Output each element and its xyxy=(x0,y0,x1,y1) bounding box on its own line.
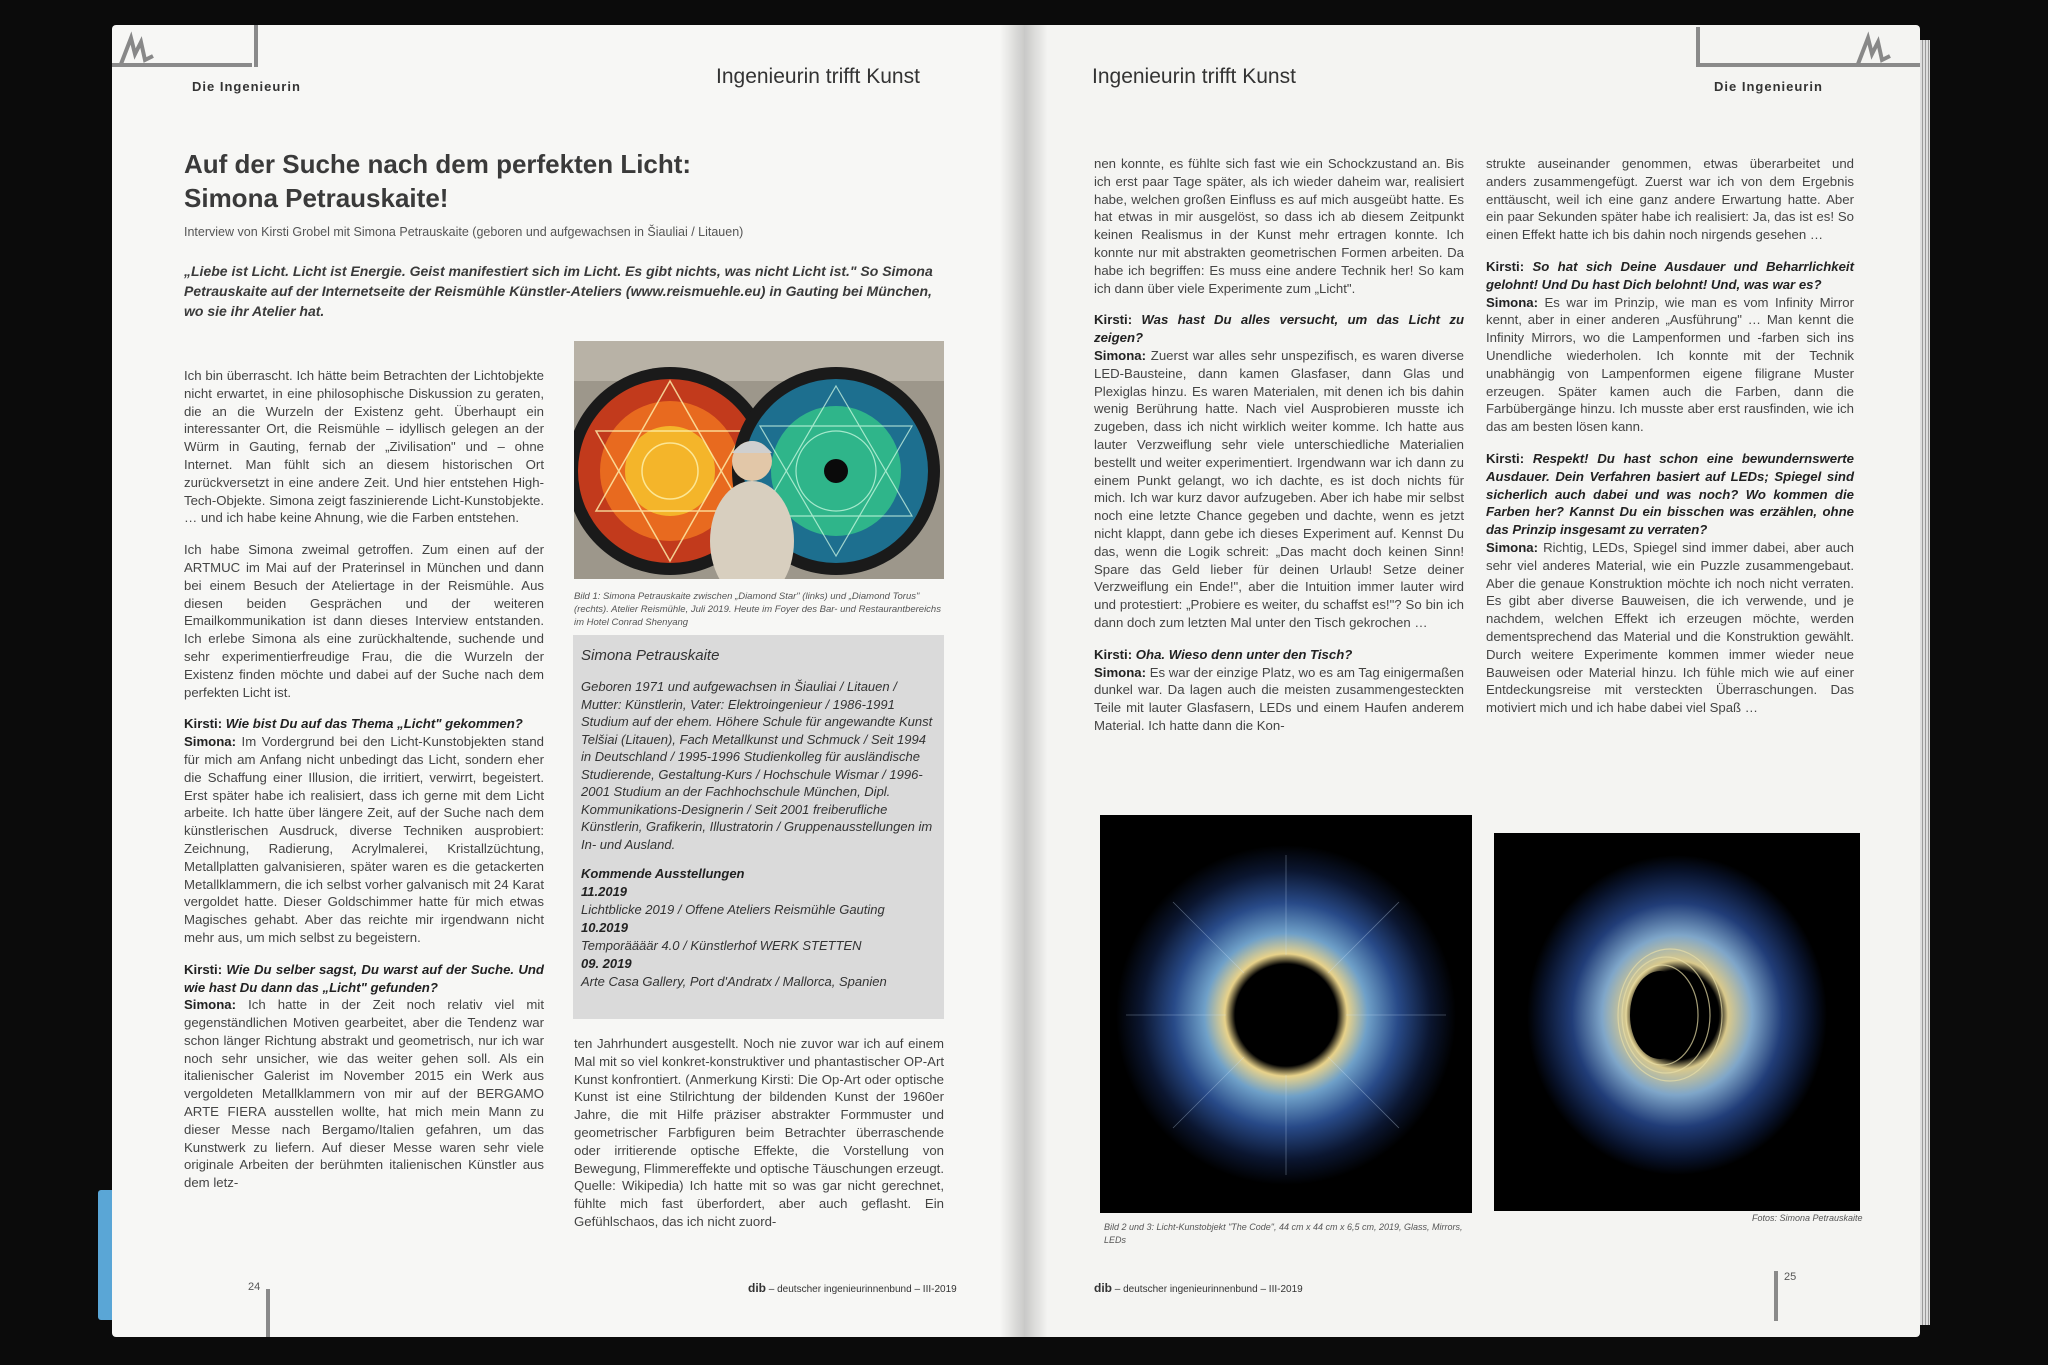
answer xyxy=(184,733,544,947)
exhibition-date: 11.2019 xyxy=(581,884,628,899)
artwork-eye-illustration xyxy=(1100,815,1472,1213)
question-text: Respekt! Du hast schon eine bewundernswerte Ausdauer. Dein Verfahren basiert auf LEDs; Spiegel sind sicherlich auch dabei und was noch? Wo kommen die Farben her? Kannst Du ein bisschen was erzählen, ohne das Prinzip insgesamt zu verraten? xyxy=(1486,450,1854,538)
answer-text: Zuerst war alles sehr unspezifisch, es waren diverse LED-Bausteine, dann kamen Glasfaser, dann Glas und Plexiglas hinzu. Es waren Materialen, mit denen ich bis dahin wenig Berührung hatte. Nach viel Ausprobieren musste ich zugeben, dass ich nicht wirklich weiter komme. Ich hatte aus lauter Verzweiflung sehr viele unterschiedliche Materialien bestellt und weiter experimentiert. Irgendwann war ich dann zu einem Punkt gelangt, wo ich dachte, es ist doch nichts für mich. Ich war kurz davor aufzugeben. Aber ich habe mir selbst noch eine letzte Chance gegeben und dachte, wenn es jetzt nicht klappt, dann gebe ich dieses Experiment auf. Kennst Du das, wenn die Logik schreit: „Das macht doch keinen Sinn! Spare das Geld lieber für deinen Urlaub! Setze deiner Verzweiflung ein Ende!", aber die Intuition immer lauter wird und protestiert: „Probiere es weiter, du schaffst es!"? So bin ich dann doch zum letzten Mal unter den Tisch gekrochen … xyxy=(1094,347,1464,630)
footer xyxy=(748,1281,957,1295)
question-text: So hat sich Deine Ausdauer und Beharrlichkeit gelohnt! Und Du hast Dich belohnt! Und, was war es? xyxy=(1486,258,1854,292)
page-edge-stack xyxy=(1920,40,1930,1325)
artwork-tunnel-illustration xyxy=(1494,833,1860,1211)
speaker-label: Simona: xyxy=(1486,294,1539,310)
header-rule-vertical xyxy=(1696,27,1700,67)
footer-rule xyxy=(266,1289,270,1337)
paragraph: ten Jahrhundert ausgestellt. Noch nie zuvor war ich auf einem Mal mit so viel konkret-konstruktiver und phantastischer OP-Art Kunst konfrontiert. (Anmerkung Kirsti: Die Op-Art oder optische Kunst ist eine Stilrichtung der bildenden Kunst der 1960er Jahre, die mit Hilfe präziser abstrakter Formmuster und geometrischer Farbfiguren beim Betrachter überraschende oder irritierende optische Effekte, die Vorstellung von Bewegung, Flimmereffekte und optische Täuschungen erzeugt. Quelle: Wikipedia) Ich hatte mit so was gar nicht gerechnet, fühlte mich fast überfordert, aber auch geflasht. Ein Gefühlschaos, das ich nicht zuord- xyxy=(574,1036,944,1229)
speaker-label: Kirsti: xyxy=(1094,646,1133,662)
paragraph: Ich habe Simona zweimal getroffen. Zum einen auf der ARTMUC im Mai auf der Praterinsel in München und dann bei einem Besuch der Ateliertage in der Reismühle. Aus diesen beiden Gesprächen und der weiteren Emailkommunikation ist dann dieses Interview entstanden. Ich erlebe Simona als eine zurückhaltende, suchende und sehr experimentierfreudige Frau, die die Wurzeln der Existenz finden möchte und dabei auf der Suche nach dem perfekten Licht ist. xyxy=(184,542,544,700)
speaker-label: Simona: xyxy=(1094,664,1147,680)
photo-credit: Fotos: Simona Petrauskaite xyxy=(1752,1213,1863,1223)
headline-line-2: Simona Petrauskaite! xyxy=(184,183,449,213)
answer xyxy=(1094,347,1464,632)
left-page xyxy=(112,25,1024,1337)
question-text: Wie bist Du auf das Thema „Licht" gekommen? xyxy=(225,716,523,732)
answer-text: Es war im Prinzip, wie man es vom Infinity Mirror kennt, aber in einer anderen „Ausführung" … Man kennt die Infinity Mirrors, wo die Lampenformen und -farben sich ins Unendliche wiederholen. Ich konnte mit der Technik unabhängig von Lampenformen eigene filigrane Muster erzeugen. Später kamen auch die Farben, dann die Farbübergänge hinzu. Ich musste aber erst rausfinden, wie ich das am besten lösen kann. xyxy=(1486,294,1854,435)
page-number: 25 xyxy=(1784,1271,1797,1283)
artwork-caption: Bild 2 und 3: Licht-Kunstobjekt "The Code", 44 cm x 44 cm x 6,5 cm, 2019, Glass, Mirrors, LEDs xyxy=(1104,1222,1463,1245)
answer-text: Richtig, LEDs, Spiegel sind immer dabei, aber auch sehr viel anderes Material, wie ein Puzzle zusammengebaut. Aber die genaue Konstruktion möchte ich noch nicht verraten. Es gibt aber diverse Bauweisen, die ich verwende, und je nachdem, welchen Effekt ich erzeugen möchte, werden dementsprechend das Material und die Konstruktion gewählt. Durch weitere Experimente kommen immer wieder neue Bauweisen oder Material hinzu. Ich fühle mich wie auf einer Entdeckungsreise mit versteckten Überraschungen. Das motiviert mich und ich habe dabei viel Spaß … xyxy=(1486,539,1854,716)
speaker-label: Kirsti: xyxy=(1094,312,1133,328)
right-column-1 xyxy=(1094,155,1464,749)
footer-text: – deutscher ingenieurinnenbund – III-2019 xyxy=(766,1284,957,1295)
question xyxy=(184,961,544,997)
left-column-2 xyxy=(574,1035,944,1245)
speaker-label: Simona: xyxy=(1094,347,1147,363)
artist-photo xyxy=(574,341,944,579)
exhibition-text: Arte Casa Gallery, Port d'Andratx / Mallorca, Spanien xyxy=(581,974,887,989)
dib-logo-icon xyxy=(1854,30,1894,70)
question xyxy=(1094,646,1464,664)
question-text: Wie Du selber sagst, Du warst auf der Suche. Und wie hast Du dann das „Licht" gefunden? xyxy=(184,961,544,995)
footer xyxy=(1094,1281,1303,1295)
exhibitions-title: Kommende Ausstellungen xyxy=(581,866,745,881)
speaker-label: Kirsti: xyxy=(184,961,223,977)
question xyxy=(1486,258,1854,294)
answer xyxy=(1486,294,1854,436)
question xyxy=(184,715,544,733)
speaker-label: Kirsti: xyxy=(1486,258,1525,274)
speaker-label: Kirsti: xyxy=(184,716,223,732)
bio-box xyxy=(573,635,944,1019)
question-text: Oha. Wieso denn unter den Tisch? xyxy=(1135,646,1353,662)
bio-title: Simona Petrauskaite xyxy=(581,647,720,664)
bio-body: Geboren 1971 und aufgewachsen in Šiauliai / Litauen / Mutter: Künstlerin, Vater: Elektroingenieur / 1986-1991 Studium auf der ehem. Höhere Schule für angewandte Kunst Telšiai (Litauen), Fach Metallkunst und Schmuck / Seit 1994 in Deutschland / 1995-1996 Studienkolleg für ausländische Studierende, Gestaltung-Kurs / Hochschule Wismar / 1996-2001 Studium an der Fachhochschule München, Dipl. Kommunikations-Designerin / Seit 2001 freiberufliche Künstlerin, Grafikerin, Illustratorin / Gruppenausstellungen im In- und Ausland. xyxy=(581,679,933,852)
answer-text: Im Vordergrund bei den Licht-Kunstobjekten stand für mich am Anfang nicht unbedingt das Licht, sondern eher die Schaffung einer Illusion, die irritiert, verwirrt, begeistert. Erst später habe ich realisiert, dass ich gerne mit dem Licht arbeite. Ich hatte über längere Zeit, auf der Suche nach dem künstlerischen Ausdruck, diverse Techniken ausprobiert: Zeichnung, Radierung, Acrylmalerei, Kristallzüchtung, Metallplatten galvanisieren, später waren es die getackerten Metallklammern, die ich selbst vorher galvanisch mit 24 Karat vergoldet hatte. Dieser Goldschimmer hatte für mich etwas Magisches gehabt. Aber das reichte mir irgendwann nicht mehr aus, um mich selbst zu begeistern. xyxy=(184,734,544,945)
header-rule-vertical xyxy=(254,25,258,67)
answer xyxy=(1094,664,1464,735)
speaker-label: Kirsti: xyxy=(1486,450,1525,466)
section-label: Die Ingenieurin xyxy=(192,79,301,94)
page-edge-tab xyxy=(98,1190,112,1320)
exhibition-text: Lichtblicke 2019 / Offene Ateliers Reismühle Gauting xyxy=(581,902,885,917)
answer-text: Ich hatte in der Zeit noch relativ viel mit gegenständlichen Motiven gearbeitet, aber die Tendenz war schon länger Richtung abstrakt und geometrisch, nur ich war noch sehr unsicher, wie das weiter gehen soll. Als ein italienischer Galerist im November 2015 ein Werk aus vergoldeten Metallklammern von mir auf der BERGAMO ARTE FIERA ausstellen wollte, hat mich mein Mann zu dieser Messe nach Bergamo/Italien gefahren, um das Kunstwerk zu liefern. Auf dieser Messe waren sehr viele originale Arbeiten der berühmten italienischen Künstler aus dem letz- xyxy=(184,997,544,1191)
paragraph: nen konnte, es fühlte sich fast wie ein Schockzustand an. Bis ich erst paar Tage später, als ich wieder daheim war, realisiert habe, welchen großen Einfluss es auf mich ausgeübt hatte. Es hat etwas in mir ausgelöst, so dass ich ab diesem Zeitpunkt keinen Realismus in der Kunst mehr ertragen konnte. Ich konnte nur mit abstrakten geometrischen Formen arbeiten. Da habe ich begriffen: Es muss eine andere Technik her! So kam ich dann über viele Experimente zum „Licht". xyxy=(1094,156,1464,296)
artist-photo-illustration xyxy=(574,341,944,579)
answer-text: Es war der einzige Platz, wo es am Tag einigermaßen dunkel war. Da lagen auch die meisten zusammengesteckten Teile mit lauter Glasfasern, LEDs und einem Haufen anderem Material. Ich hatte dann die Kon- xyxy=(1094,664,1464,733)
left-column-1 xyxy=(184,367,544,1206)
headline-line-1: Auf der Suche nach dem perfekten Licht: xyxy=(184,149,692,179)
photo-caption: Bild 1: Simona Petrauskaite zwischen „Diamond Star" (links) und „Diamond Torus" (rechts). Atelier Reismühle, Juli 2019. Heute im Foyer des Bar- und Restaurantbereichs im Hotel Conrad Shenyang xyxy=(574,591,941,628)
speaker-label: Simona: xyxy=(1486,539,1539,555)
article-lede-quote: „Liebe ist Licht. Licht ist Energie. Geist manifestiert sich im Licht. Es gibt nichts, was nicht Licht ist." So Simona Petrauskaite auf der Internetseite der Reismühle Künstler-Ateliers (www.reismuehle.eu) in Gauting bei München, wo sie ihr Atelier hat. xyxy=(184,263,933,319)
speaker-label: Simona: xyxy=(184,997,237,1013)
exhibition-date: 09. 2019 xyxy=(581,956,632,971)
artwork-image-1 xyxy=(1100,815,1472,1213)
section-label: Die Ingenieurin xyxy=(1714,79,1823,94)
page-number: 24 xyxy=(248,1281,261,1293)
running-title: Ingenieurin trifft Kunst xyxy=(1092,65,1296,88)
question xyxy=(1094,311,1464,347)
header-rule xyxy=(112,63,252,67)
right-page xyxy=(1024,25,1920,1337)
speaker-label: Simona: xyxy=(184,734,237,750)
question xyxy=(1486,450,1854,539)
right-column-2 xyxy=(1486,155,1854,731)
answer xyxy=(1486,539,1854,717)
running-title: Ingenieurin trifft Kunst xyxy=(716,65,920,88)
footer-brand: dib xyxy=(1094,1281,1112,1295)
question-text: Was hast Du alles versucht, um das Licht zu zeigen? xyxy=(1094,312,1464,346)
article-headline xyxy=(184,147,944,215)
footer-text: – deutscher ingenieurinnenbund – III-2019 xyxy=(1112,1284,1303,1295)
exhibition-text: Temporäääär 4.0 / Künstlerhof WERK STETTEN xyxy=(581,938,862,953)
footer-rule xyxy=(1774,1271,1778,1321)
article-intro: Interview von Kirsti Grobel mit Simona Petrauskaite (geboren und aufgewachsen in Šiauliai / Litauen) xyxy=(184,225,744,239)
paragraph: Ich bin überrascht. Ich hätte beim Betrachten der Lichtobjekte nicht erwartet, in eine philosophische Diskussion zu geraten, die an die Wurzeln der Existenz geht. Überhaupt ein interessanter Ort, die Reismühle – idyllisch gelegen an der Würm in Gauting, fernab der „Zivilisation" und – ohne Internet. Man fühlt sich an diesem historischen Ort zurückversetzt in eine andere Zeit. Und hier entstehen High-Tech-Objekte. Simona zeigt faszinierende Licht-Kunstobjekte. … und ich habe keine Ahnung, wie die Farben entstehen. xyxy=(184,368,544,526)
exhibition-date: 10.2019 xyxy=(581,920,628,935)
artwork-image-2 xyxy=(1494,833,1860,1211)
answer xyxy=(184,996,544,1192)
paragraph: strukte auseinander genommen, etwas überarbeitet und anders zusammengefügt. Zuerst war ich von dem Ergebnis enttäuscht, weil ich eine ganz andere Erwartung hatte. Aber ein paar Sekunden später habe ich realisiert: Ja, das ist es! So einen Effekt hatte ich bis dahin noch nirgends gesehen … xyxy=(1486,156,1854,243)
footer-brand: dib xyxy=(748,1281,766,1295)
